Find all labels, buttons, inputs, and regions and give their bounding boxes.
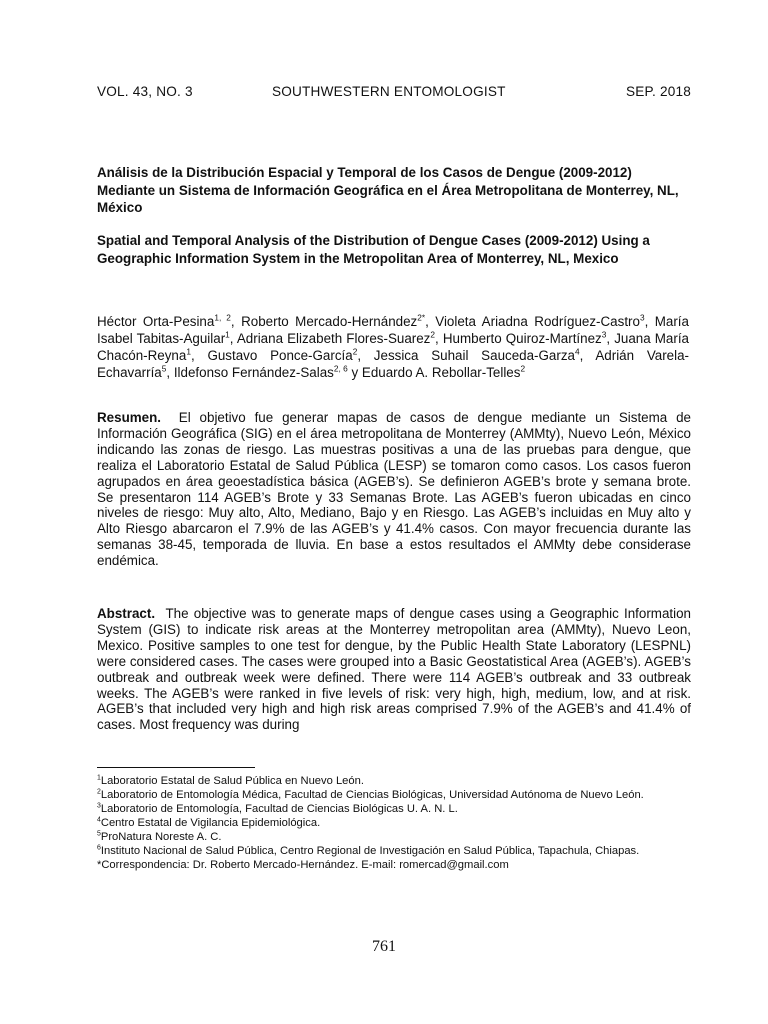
abstract-text: The objective was to generate maps of dengue cases using a Geographic Information System (GIS) to indicate risk areas at the Monterrey metropolitan area (AMMty), Nuevo Leon, Mexico. Positive samples to one test for dengue, by the Public Health State Laboratory (LESPNL) were considered cases. The cases were grouped into a Basic Geostatistical Area (AGEB’s). AGEB’s outbreak and outbreak week were defined. There were 114 AGEB’s outbreak and 33 outbreak weeks. The AGEB’s were ranked in five levels of risk: very high, high, medium, low, and at risk. AGEB’s that included very high and high risk areas comprised 7.9% of the AGEB’s and 41.4% of cases. Most frequency was during — [97, 606, 691, 733]
footnote-item — [97, 858, 697, 872]
author-affiliation-mark: 2 — [430, 329, 436, 340]
resumen-label: Resumen. — [97, 410, 161, 425]
footnote-mark: 1 — [97, 774, 101, 782]
abstract-label: Abstract. — [97, 606, 156, 621]
title-spanish: Análisis de la Distribución Espacial y Temporal de los Casos de Dengue (2009-2012) Mediante un Sistema de Información Geográfica en el Área Metropolitana de Monterrey, NL, México — [97, 165, 679, 215]
author-affiliation-mark: 1, 2 — [214, 312, 231, 323]
title-english: Spatial and Temporal Analysis of the Distribution of Dengue Cases (2009-2012) Using a Geographic Information System in the Metropolitan Area of Monterrey, NL, Mexico — [97, 233, 650, 266]
author-affiliation-mark: 2, 6 — [333, 363, 348, 374]
author-affiliation-mark: 1 — [225, 329, 230, 340]
author-affiliation-mark: 3 — [601, 329, 607, 340]
author-name: Juana María Chacón-Reyna — [97, 331, 689, 363]
resumen-text: El objetivo fue generar mapas de casos de dengue mediante un Sistema de Información Geográfica (SIG) en el área metropolitana de Monterrey (AMMty), Nuevo León, México indicando las zonas de riesgo. Las muestras positivas a una de las pruebas para dengue, que realiza el Laboratorio Estatal de Salud Pública (LESP) se tomaron como casos. Los casos fueron agrupados en área geoestadística básica (AGEB’s). Se definieron AGEB’s brote y semana brote. Se presentaron 114 AGEB’s Brote y 33 Semanas Brote. Las AGEB’s fueron ubicadas en cinco niveles de riesgo: Muy alto, Alto, Mediano, Bajo y en Riesgo. Las AGEB’s incluidas en Muy alto y Alto Riesgo abarcaron el 7.9% de las AGEB’s y 41.4% casos. Con mayor frecuencia durante las semanas 38-45, temporada de lluvia. En base a estos resultados el AMMty debe considerase endémica. — [97, 410, 691, 569]
author-name: Jessica Suhail Sauceda-Garza — [373, 348, 575, 363]
footnote-mark: 5 — [97, 830, 101, 838]
footnote-text: *Correspondencia: Dr. Roberto Mercado-Hernández. E-mail: romercad@gmail.com — [97, 859, 509, 871]
author-name: Roberto Mercado-Hernández — [241, 314, 418, 329]
footnote-list — [97, 774, 697, 872]
footnote-text: Centro Estatal de Vigilancia Epidemiológica. — [100, 817, 321, 829]
resumen-paragraph — [97, 410, 691, 569]
footnote-text: Instituto Nacional de Salud Pública, Centro Regional de Investigación en Salud Pública, Tapachula, Chiapas. — [100, 845, 640, 857]
author-name: Eduardo A. Rebollar-Telles — [361, 365, 521, 380]
author-name: Héctor Orta-Pesina — [97, 314, 215, 329]
footnote-item — [97, 816, 697, 830]
footnote-item — [97, 774, 697, 788]
volume-number: VOL. 43, NO. 3 — [97, 84, 193, 99]
abstract-paragraph — [97, 606, 691, 733]
footnote-item — [97, 802, 697, 816]
footnote-item — [97, 830, 697, 844]
author-join-word: y — [351, 365, 359, 380]
footnote-mark: 4 — [97, 816, 101, 824]
author-name: María Isabel Tabitas-Aguilar — [97, 314, 689, 346]
author-name: Gustavo Ponce-García — [207, 348, 353, 363]
footnote-mark: 6 — [97, 844, 101, 852]
journal-name: SOUTHWESTERN ENTOMOLOGIST — [272, 84, 506, 99]
page-number: 761 — [372, 938, 396, 955]
author-affiliation-mark: 2* — [417, 312, 426, 323]
author-affiliation-mark: 2 — [520, 363, 526, 374]
author-affiliation-mark: 3 — [639, 312, 645, 323]
author-affiliation-mark: 2 — [352, 346, 358, 357]
issue-date: SEP. 2018 — [625, 84, 691, 99]
running-head — [97, 84, 691, 102]
footnote-mark: 2 — [97, 788, 101, 796]
author-list: Héctor Orta-Pesina$^{1, 2}$, Roberto Mercado-Hernández$^{2*}$, Violeta Ariadna Rodríguez-Castro$^3$, María Isabel Tabitas-Aguilar$^1$, Adriana Elizabeth Flores-Suarez$^2$, Humberto Quiroz-Martínez$^3$, Juana María Chacón-Reyna$^1$, Gustavo Ponce-García$^2$, Jessica Suhail Sauceda-Garza$^4$, Adrián Varela-Echavarría$^5$, Ildefonso Fernández-Salas$^{2, 6}$ y Eduardo A. Rebollar-Telles$^2$ — [97, 312, 689, 380]
author-name: Ildefonso Fernández-Salas — [173, 365, 334, 380]
footnote-item — [97, 788, 697, 802]
author-affiliation-mark: 1 — [186, 346, 191, 357]
footnote-divider — [97, 767, 255, 768]
footnote-text: Laboratorio Estatal de Salud Pública en Nuevo León. — [100, 775, 364, 787]
author-name: Adrián Varela-Echavarría — [97, 348, 689, 380]
footnote-text: Laboratorio de Entomología, Facultad de Ciencias Biológicas U. A. N. L. — [100, 803, 458, 815]
footnote-item — [97, 844, 697, 858]
author-affiliation-mark: 5 — [161, 363, 167, 374]
author-name: Adriana Elizabeth Flores-Suarez — [236, 331, 431, 346]
footnote-text: Laboratorio de Entomología Médica, Facultad de Ciencias Biológicas, Universidad Autónoma de Nuevo León. — [100, 789, 644, 801]
author-name: Humberto Quiroz-Martínez — [442, 331, 602, 346]
author-name: Violeta Ariadna Rodríguez-Castro — [435, 314, 640, 329]
footnote-mark: 3 — [97, 802, 101, 810]
author-affiliation-mark: 4 — [574, 346, 580, 357]
footnote-text: ProNatura Noreste A. C. — [100, 831, 222, 843]
